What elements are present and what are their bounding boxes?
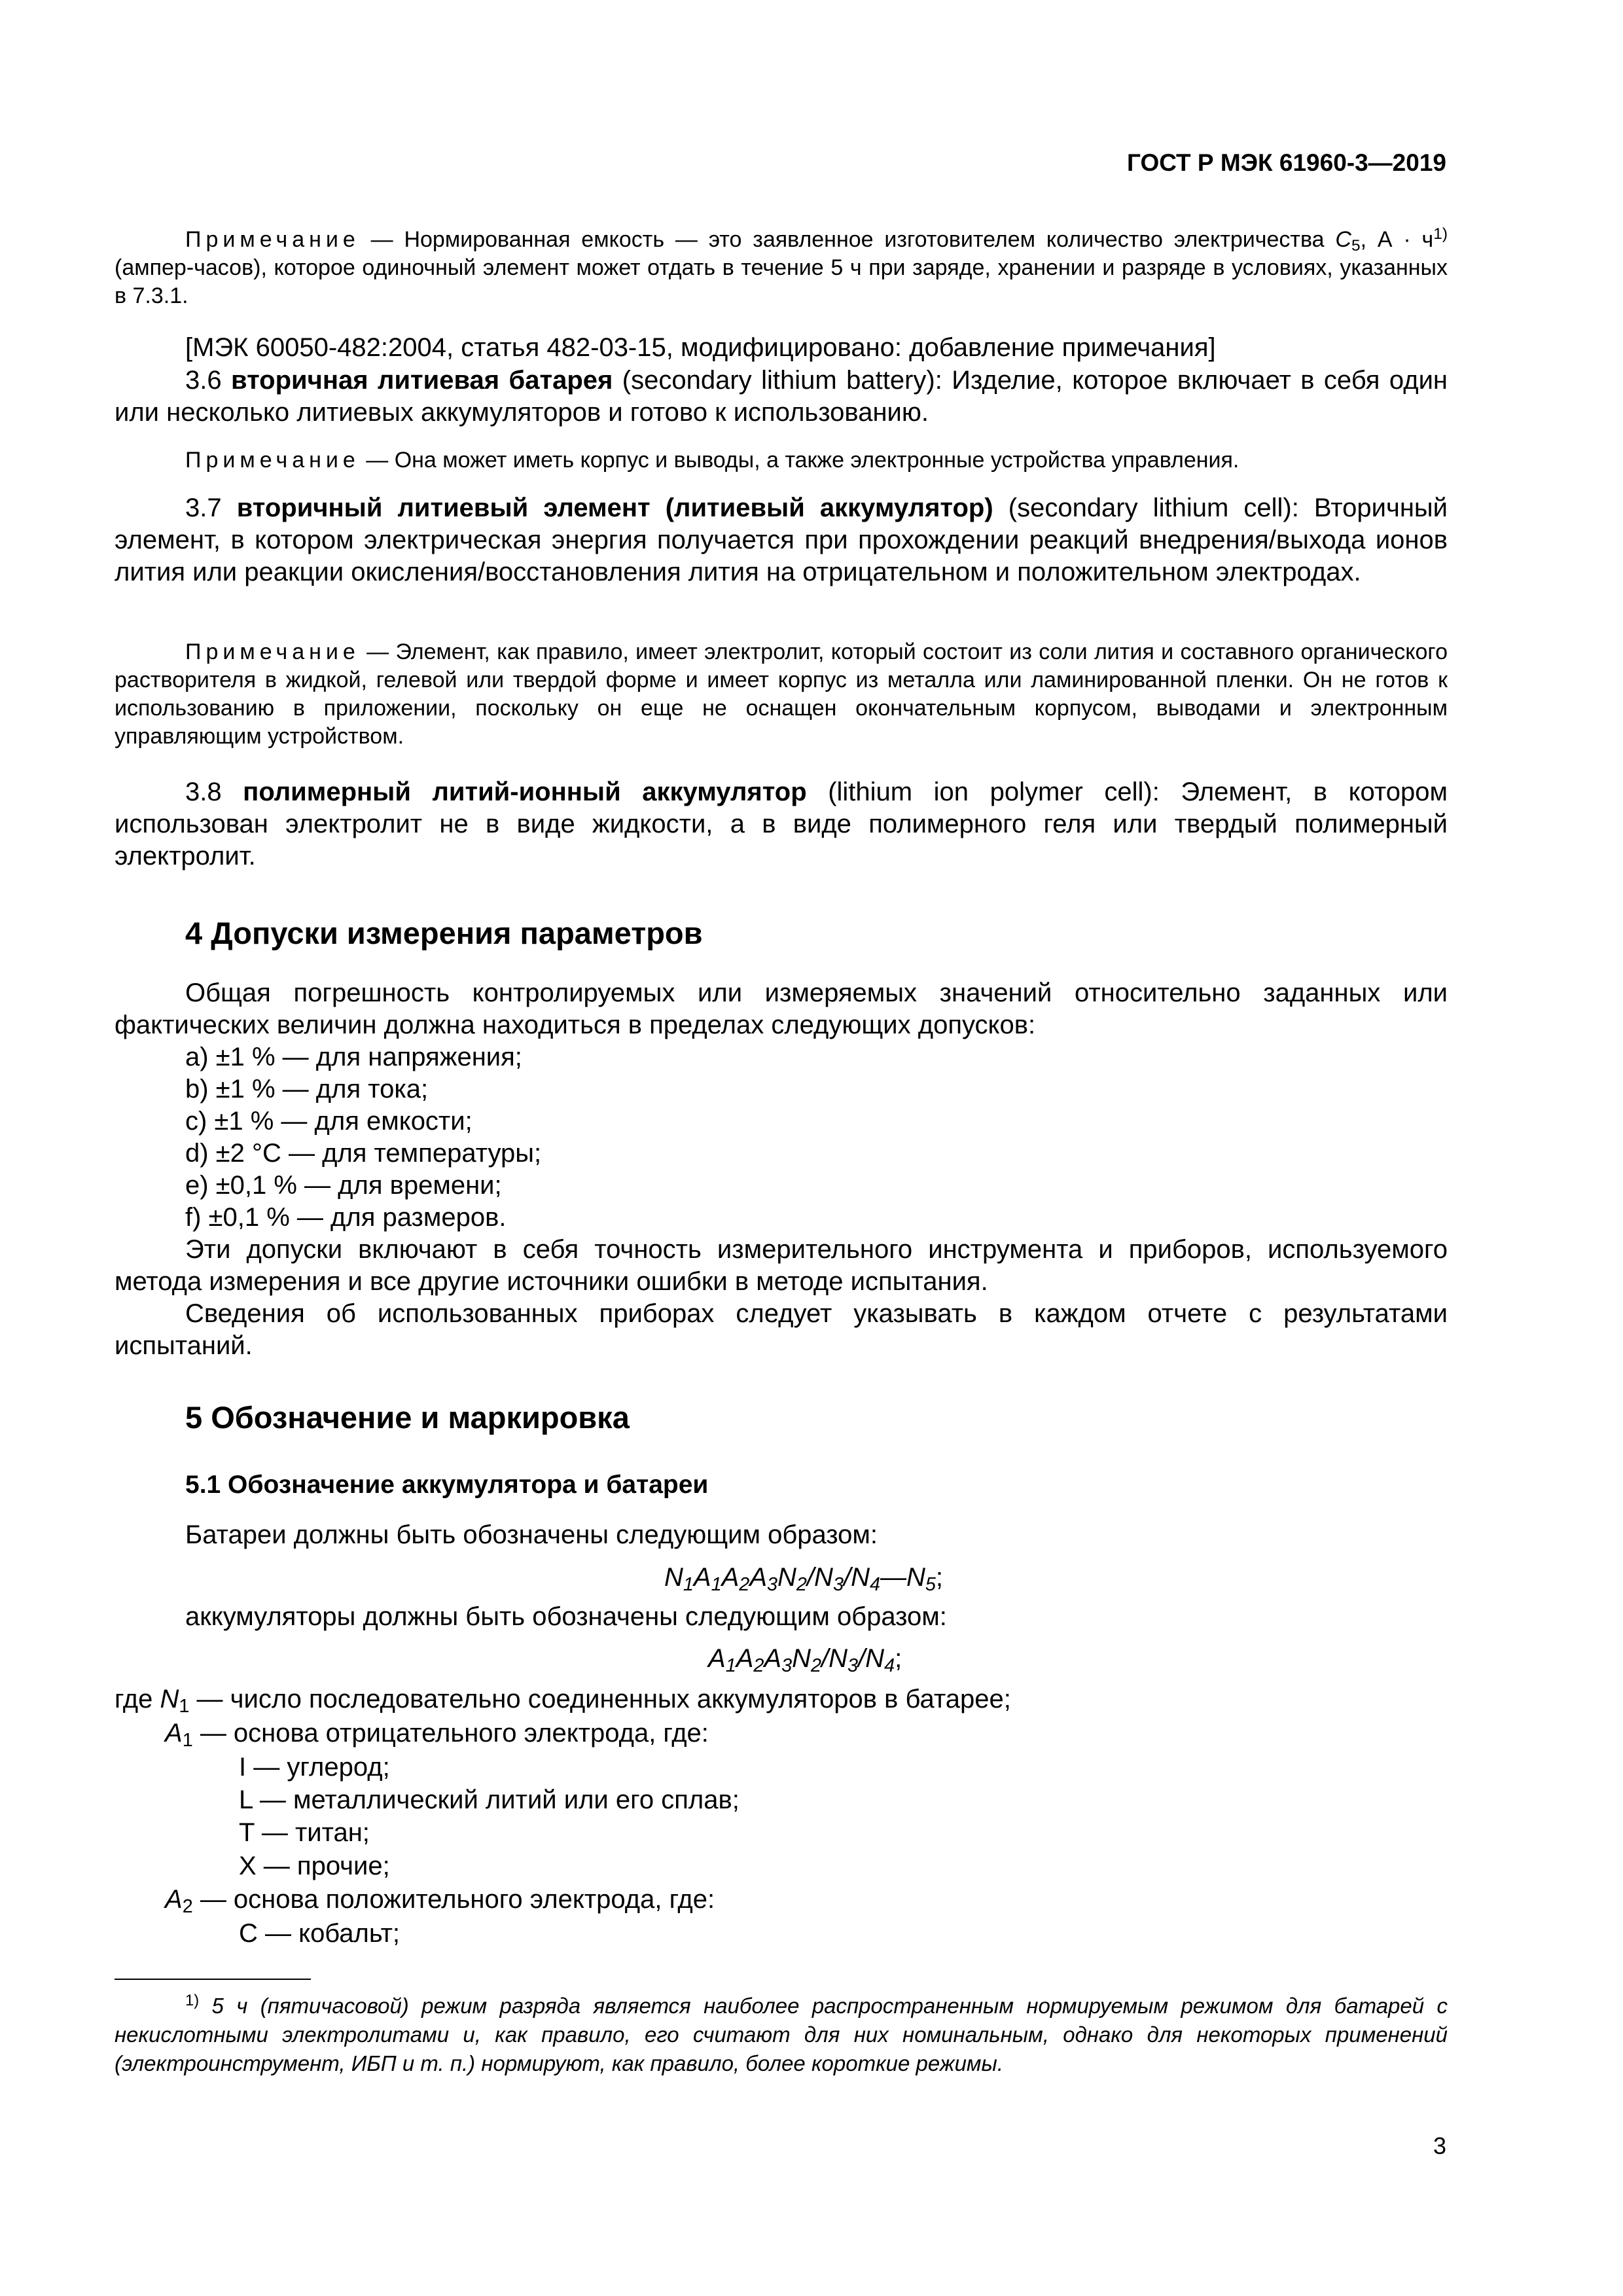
list-item: b) ±1 % — для тока; [185, 1075, 429, 1103]
list-item: C — кобальт; [239, 1919, 401, 1948]
section-4-heading: 4 Допуски измерения параметров [185, 916, 703, 950]
list-item: X — прочие; [239, 1852, 390, 1880]
list-item: L — металлический литий или его сплав; [239, 1785, 740, 1814]
term-3-6: 3.6 вторичная литиевая батарея (secondary lithium battery): Изделие, которое включает в себя один или несколько литиевых аккумуляторов и готово к использованию. [115, 366, 1448, 427]
note-label: Примечание [185, 227, 360, 252]
battery-designation-formula: $N_1A_1A_2A_3N_2/N_3/N_4—N_5$; [664, 1563, 944, 1596]
list-item: d) ±2 °С — для температуры; [185, 1139, 542, 1168]
list-item: a) ±1 % — для напряжения; [185, 1043, 522, 1071]
note-electrolyte: Примечание — Элемент, как правило, имеет электролит, который состоит из соли лития и составного органического растворителя в жидкой, гелевой или твердой форме и имеет корпус из металла или ламинированной пленки. Он не готов к использованию в приложении, поскольку он еще не оснащен окончательным корпусом, выводами и электронным управляющим устройством. [115, 639, 1448, 749]
term-title: вторичная литиевая батарея [231, 366, 613, 395]
note-battery-housing: Примечание — Она может иметь корпус и выводы, а также электронные устройства управления. [185, 448, 1240, 473]
page-number: 3 [1433, 2132, 1446, 2159]
def-a1: $A_1$ — основа отрицательного электрода, где: [165, 1719, 709, 1751]
footnote-divider [115, 1979, 311, 1980]
cell-designation-intro: аккумуляторы должны быть обозначены следующим образом: [185, 1602, 947, 1631]
note-label: Примечание [185, 639, 360, 664]
section-4-body [115, 977, 1448, 1362]
footnote: $^{1)}$ 5 ч (пятичасовой) режим разряда является наиболее распространенным нормируемым режимом для батарей с некислотными электролитами и, как правило, его считают для них номинальным, однако для некоторых применений (электроинструмент, ИБП и т. п.) нормируют, как правило, более короткие режимы. [115, 1992, 1448, 2075]
section-4-intro: Общая погрешность контролируемых или измеряемых значений относительно заданных или фактических величин должна находиться в пределах следующих допусков: [115, 978, 1448, 1039]
term-3-7: 3.7 вторичный литиевый элемент (литиевый аккумулятор) (secondary lithium cell): Вторичный элемент, в котором электрическая энергия получается при прохождении реакций внедрения/выхода ионов лития или реакции окисления/восстановления лития на отрицательном и положительном электродах. [115, 493, 1448, 586]
list-item: e) ±0,1 % — для времени; [185, 1171, 502, 1200]
cell-designation-formula: $A_1A_2A_3N_2/N_3/N_4$; [708, 1644, 902, 1677]
term-title: вторичный литиевый элемент (литиевый аккумулятор) [236, 493, 993, 522]
reference-iec-60050: [МЭК 60050-482:2004, статья 482-03-15, модифицировано: добавление примечания] [185, 333, 1216, 362]
section-4-para-reports: Сведения об использованных приборах следует указывать в каждом отчете с результатами испытаний. [115, 1299, 1448, 1360]
list-item: c) ±1 % — для емкости; [185, 1107, 473, 1136]
def-a2: $A_2$ — основа положительного электрода, где: [165, 1885, 715, 1918]
list-item: T — титан; [239, 1818, 370, 1847]
def-n1: где $N_1$ — число последовательно соединенных аккумуляторов в батарее; [115, 1685, 1011, 1717]
standard-code-header: ГОСТ Р МЭК 61960-3—2019 [1126, 149, 1446, 176]
section-4-para-accuracy: Эти допуски включают в себя точность измерительного инструмента и приборов, используемого метода измерения и все другие источники ошибки в методе испытания. [115, 1235, 1448, 1296]
term-3-8: 3.8 полимерный литий-ионный аккумулятор (lithium ion polymer cell): Элемент, в котором использован электролит не в виде жидкости, а в виде полимерного геля или твердый полимерный электролит. [115, 778, 1448, 870]
term-title: полимерный литий-ионный аккумулятор [243, 778, 807, 806]
note-rated-capacity: Примечание — Нормированная емкость — это заявленное изготовителем количество электричества $C_5$, $А \cdot ч^{1)}$ (ампер-часов), которое одиночный элемент может отдать в течение 5 ч при заряде, хранении и разряде в условиях, указанных в 7.3.1. [115, 224, 1448, 308]
list-item: f) ±0,1 % — для размеров. [185, 1203, 507, 1232]
section-5-1-heading: 5.1 Обозначение аккумулятора и батареи [185, 1471, 709, 1499]
battery-designation-intro: Батареи должны быть обозначены следующим образом: [185, 1520, 878, 1549]
footnote-marker: 1) [1433, 224, 1448, 243]
list-item: I — углерод; [239, 1753, 390, 1782]
note-label: Примечание [185, 448, 360, 473]
section-5-heading: 5 Обозначение и маркировка [185, 1400, 630, 1435]
